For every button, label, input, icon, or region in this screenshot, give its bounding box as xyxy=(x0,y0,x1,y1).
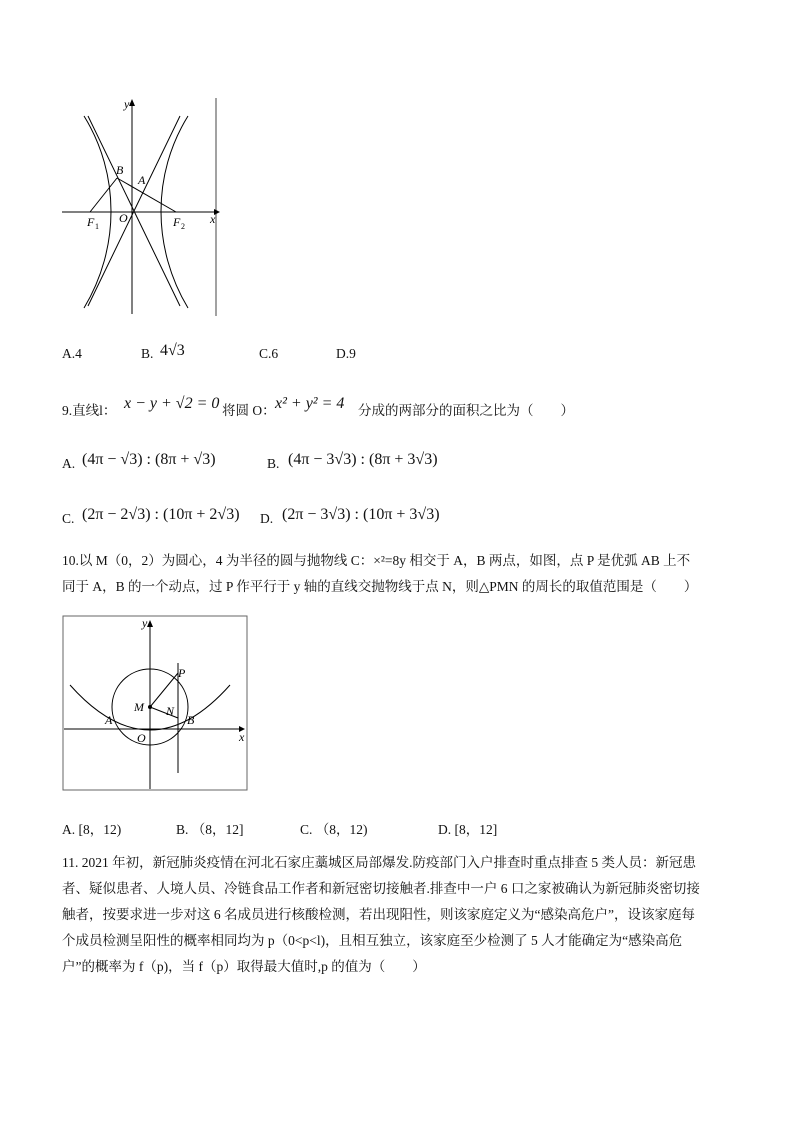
q9-option-b-label: B. xyxy=(267,456,280,471)
label-x: x xyxy=(210,212,216,226)
q10-option-d: D. [8，12] xyxy=(438,822,498,837)
q10-line-2: 同于 A，B 的一个动点，过 P 作平行于 y 轴的直线交抛物线于点 N，则△PMN 的周长的取值范围是（ ） xyxy=(62,579,698,594)
q8-option-c: C.6 xyxy=(259,346,279,361)
q11-line-3: 触者，按要求进一步对这 6 名成员进行核酸检测，若出现阳性，则该家庭定义为“感染高危户”，设该家庭每 xyxy=(62,907,695,922)
q10-option-a: A. [8，12) xyxy=(62,822,122,837)
label-o: O xyxy=(119,211,128,225)
label-x: x xyxy=(239,730,245,744)
label-f2: F xyxy=(173,215,181,229)
q9-option-d-value: (2π − 3√3) : (10π + 3√3) xyxy=(282,506,440,523)
q9-option-c-label: C. xyxy=(62,511,75,526)
q9-suffix: 分成的两部分的面积之比为（ ） xyxy=(358,403,574,418)
q11-line-2: 者、疑似患者、人境人员、冷链食品工作者和新冠密切接触者.排查中一户 6 口之家被确认为新冠肺炎密切接 xyxy=(62,881,700,896)
label-f1-sub: 1 xyxy=(95,222,99,231)
q10-option-b: B. （8，12] xyxy=(176,822,244,837)
label-a: A xyxy=(138,173,146,187)
q11-line-5: 户”的概率为 f（p)，当 f（p）取得最大值时,p 的值为（ ） xyxy=(62,959,426,974)
q8-option-d: D.9 xyxy=(336,346,356,361)
q11-line-4: 个成员检测呈阳性的概率相同均为 p（0<p<l)，且相互独立，该家庭至少检测了 5 人才能确定为“感染高危 xyxy=(62,933,683,948)
q9-prefix: 9.直线l： xyxy=(62,403,117,418)
label-n: N xyxy=(166,704,175,718)
label-a: A xyxy=(105,713,113,727)
figure-frame xyxy=(63,616,247,790)
label-p: P xyxy=(178,666,186,680)
q8-option-b-value: 4√3 xyxy=(160,342,185,359)
q10-option-c: C. （8，12) xyxy=(300,822,368,837)
q9-option-c-value: (2π − 2√3) : (10π + 2√3) xyxy=(82,506,240,523)
label-b: B xyxy=(116,163,124,177)
q8-option-a: A.4 xyxy=(62,346,82,361)
label-b: B xyxy=(187,713,195,727)
label-y: y xyxy=(124,97,130,111)
label-f1: F xyxy=(87,215,95,229)
hyperbola-figure xyxy=(62,96,222,318)
q11-line-1: 11. 2021 年初，新冠肺炎疫情在河北石家庄藁城区局部爆发.防疫部门入户排查时重点排查 5 类人员：新冠患 xyxy=(62,855,696,870)
q10-line-1: 10.以 M（0，2）为圆心，4 为半径的圆与抛物线 C：×²=8y 相交于 A，B 两点，如图，点 P 是优弧 AB 上不 xyxy=(62,553,691,568)
q9-mid: 将圆 O： xyxy=(222,403,276,418)
label-o: O xyxy=(137,731,146,745)
q9-circle-equation: x² + y² = 4 xyxy=(275,395,345,412)
q9-option-a-label: A. xyxy=(62,456,76,471)
q9-line-equation: x − y + √2 = 0 xyxy=(124,395,220,412)
point-m xyxy=(148,705,152,709)
label-f2-sub: 2 xyxy=(181,222,185,231)
q8-option-b-label: B. xyxy=(141,346,154,361)
label-m: M xyxy=(134,700,144,714)
q9-option-b-value: (4π − 3√3) : (8π + 3√3) xyxy=(288,451,438,468)
q9-option-a-value: (4π − √3) : (8π + √3) xyxy=(82,451,216,468)
circle-parabola-figure xyxy=(62,615,250,793)
label-y: y xyxy=(142,616,148,630)
q9-option-d-label: D. xyxy=(260,511,274,526)
